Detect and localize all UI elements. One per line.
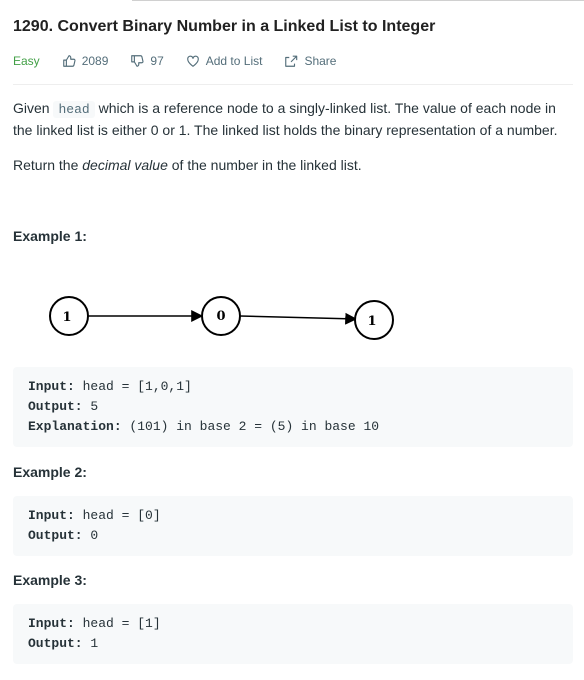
dislike-count: 97: [150, 54, 164, 68]
example-3-heading: Example 3:: [13, 572, 87, 588]
example-1-code-block: Input: head = [1,0,1] Output: 5 Explanation: (101) in base 2 = (5) in base 10: [13, 367, 573, 447]
list-node: [50, 297, 88, 335]
share-button[interactable]: [284, 54, 336, 68]
inline-code-head: head: [53, 101, 94, 118]
share-label: Share: [304, 54, 337, 68]
like-count: 2089: [81, 54, 109, 68]
dislike-button[interactable]: [130, 54, 163, 68]
emphasis-text: decimal value: [82, 157, 168, 173]
example-2-heading: Example 2:: [13, 464, 87, 480]
list-node: [202, 297, 240, 335]
problem-title: 1290. Convert Binary Number in a Linked List to Integer: [13, 18, 436, 35]
arrow-2-to-3: [240, 316, 356, 319]
example-1-heading: Example 1:: [13, 228, 87, 244]
divider: [13, 84, 573, 85]
heart-icon: [186, 54, 200, 68]
list-node: [355, 301, 393, 339]
example-2-code-block: Input: head = [0] Output: 0: [13, 496, 573, 556]
return-paragraph: Return the decimal value of the number in the linked list.: [13, 157, 362, 173]
add-to-list-label: Add to List: [205, 54, 263, 68]
share-icon: [284, 54, 298, 68]
description-paragraph: Given head which is a reference node to a singly-linked list. The value of each node in the linked list is either 0 or 1. The linked list holds the binary representation of a number.: [13, 100, 558, 138]
problem-meta-bar: [13, 52, 358, 70]
like-button[interactable]: [62, 54, 109, 68]
add-to-list-button[interactable]: [186, 54, 263, 68]
linked-list-diagram: [41, 280, 421, 352]
svg-text:1: 1: [367, 314, 377, 329]
example-3-code-block: Input: head = [1] Output: 1: [13, 604, 573, 664]
svg-text:1: 1: [62, 310, 72, 325]
thumbs-up-icon: [62, 54, 76, 68]
top-border: [132, 0, 584, 1]
difficulty-label: Easy: [13, 54, 40, 68]
svg-text:0: 0: [216, 309, 226, 324]
thumbs-down-icon: [130, 54, 144, 68]
